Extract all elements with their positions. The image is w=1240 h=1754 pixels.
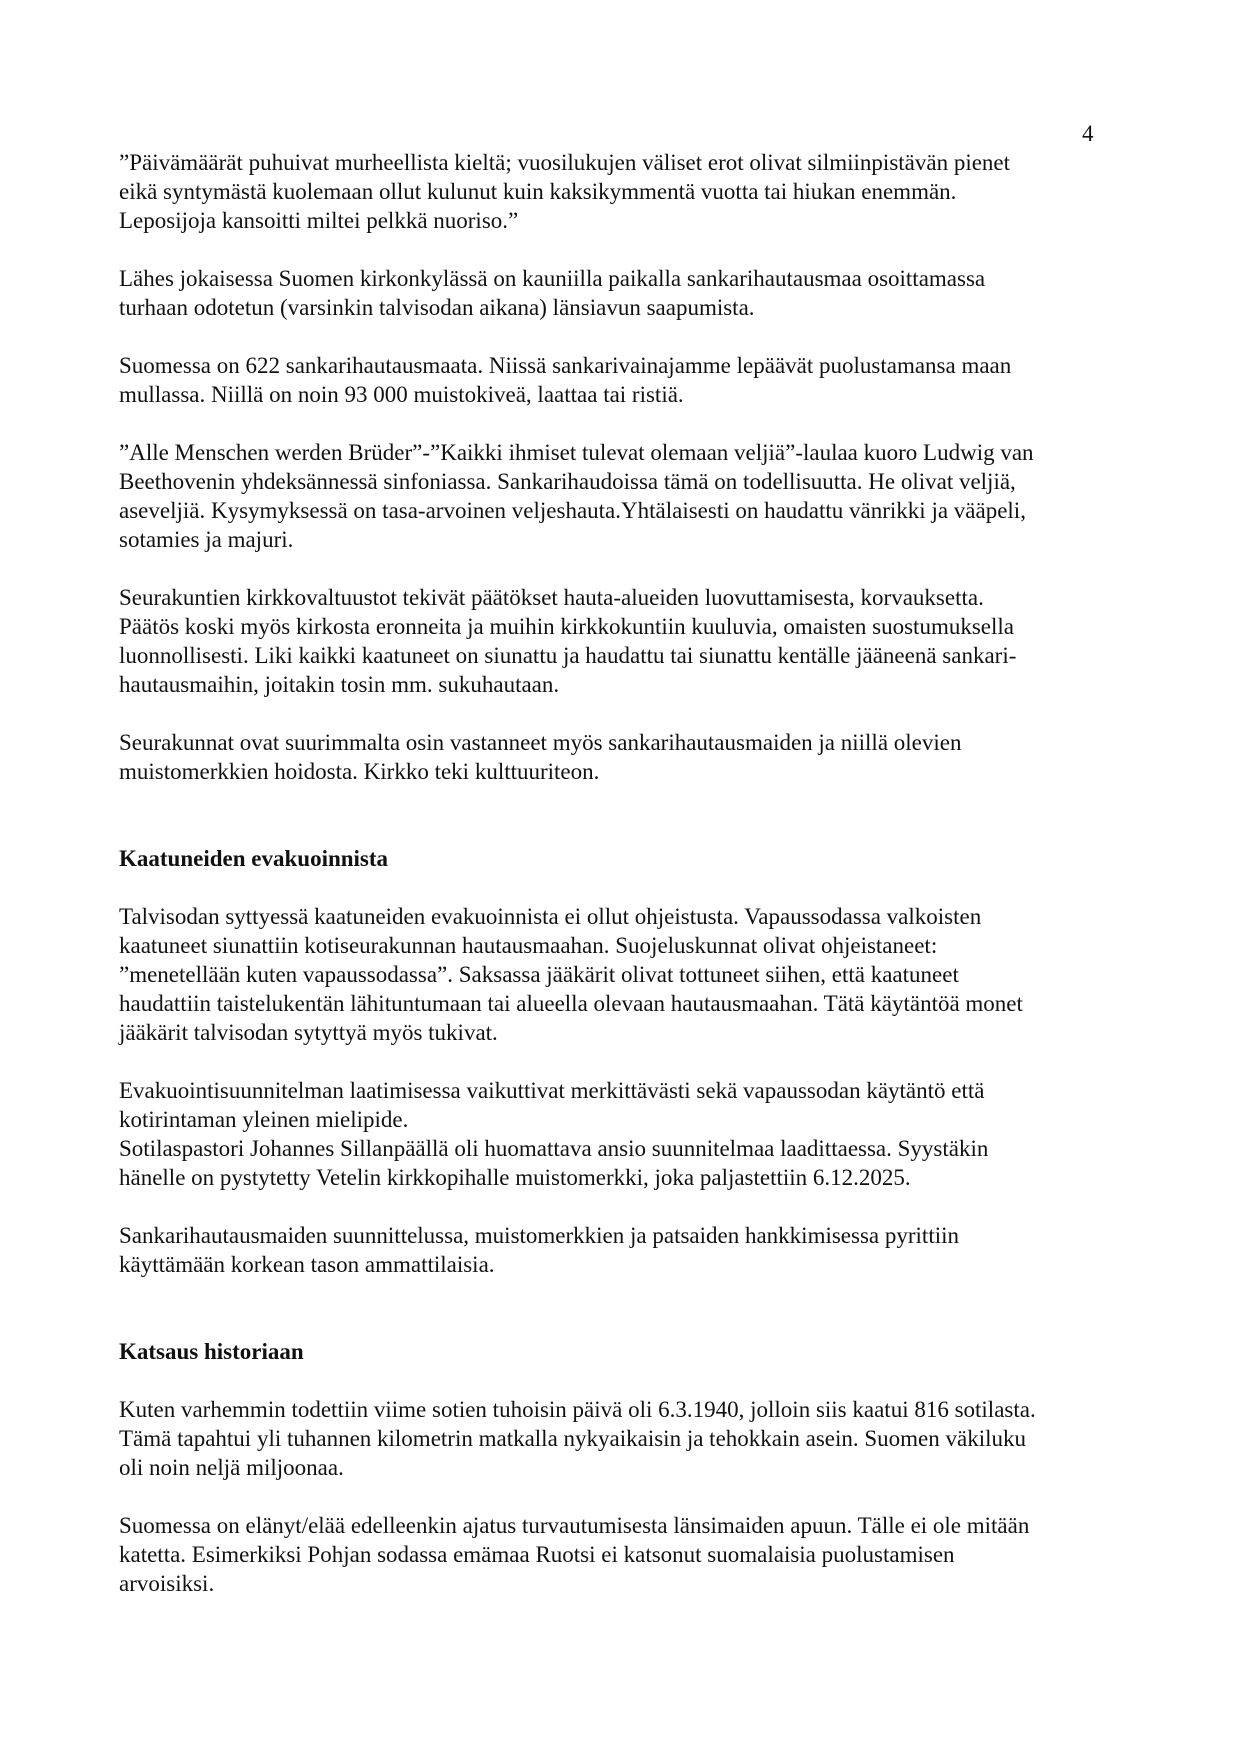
paragraph-spacer xyxy=(119,235,1129,264)
text-line: ”menetellään kuten vapaussodassa”. Saksassa jääkärit olivat tottuneet siihen, että kaatuneet xyxy=(119,962,959,987)
paragraph xyxy=(119,438,1129,554)
section-heading: Kaatuneiden evakuoinnista xyxy=(119,846,389,871)
text-line: haudattiin taistelukentän lähituntumaan tai alueella olevaan hautausmaahan. Tätä käytäntöä monet xyxy=(119,991,1023,1016)
paragraph xyxy=(119,583,1129,699)
paragraph-quote xyxy=(119,148,1129,235)
text-line: Suomessa on 622 sankarihautausmaata. Niissä sankarivainajamme lepäävät puolustamansa maan xyxy=(119,353,1012,378)
text-line: mullassa. Niillä on noin 93 000 muistokiveä, laattaa tai ristiä. xyxy=(119,382,684,407)
text-line: Sotilaspastori Johannes Sillanpäällä oli huomattava ansio suunnitelmaa laadittaessa. Syystäkin xyxy=(119,1136,989,1161)
text-line: Seurakunnat ovat suurimmalta osin vastanneet myös sankarihautausmaiden ja niillä olevien xyxy=(119,730,962,755)
paragraph-spacer xyxy=(119,1482,1129,1511)
text-line: Päätös koski myös kirkosta eronneita ja muihin kirkkokuntiin kuuluvia, omaisten suostumuksella xyxy=(119,614,1014,639)
text-line: turhaan odotetun (varsinkin talvisodan aikana) länsiavun saapumista. xyxy=(119,295,755,320)
text-line: ”Alle Menschen werden Brüder”-”Kaikki ihmiset tulevat olemaan veljiä”-laulaa kuoro Ludwig van xyxy=(119,440,1034,465)
text-line: Evakuointisuunnitelman laatimisessa vaikuttivat merkittävästi sekä vapaussodan käytäntö että xyxy=(119,1078,985,1103)
page-number: 4 xyxy=(1082,121,1094,146)
text-line: ”Päivämäärät puhuivat murheellista kieltä; vuosilukujen väliset erot olivat silmiinpistävän pienet xyxy=(119,150,1011,175)
paragraph-spacer xyxy=(119,322,1129,351)
text-line: aseveljiä. Kysymyksessä on tasa-arvoinen veljeshauta.Yhtälaisesti on haudattu vänrikki ja vääpeli, xyxy=(119,498,1026,523)
text-line: eikä syntymästä kuolemaan ollut kulunut kuin kaksikymmentä vuotta tai hiukan enemmän. xyxy=(119,179,957,204)
section-spacer xyxy=(119,1279,1129,1337)
text-line: hänelle on pystytetty Vetelin kirkkopihalle muistomerkki, joka paljastettiin 6.12.2025. xyxy=(119,1165,911,1190)
paragraph xyxy=(119,902,1129,1047)
text-line: Seurakuntien kirkkovaltuustot tekivät päätökset hauta-alueiden luovuttamisesta, korvauksetta. xyxy=(119,585,984,610)
text-line: kaatuneet siunattiin kotiseurakunnan hautausmaahan. Suojeluskunnat olivat ohjeistaneet: xyxy=(119,933,938,958)
document-body xyxy=(119,148,1129,1598)
text-line: hautausmaihin, joitakin tosin mm. sukuhautaan. xyxy=(119,672,560,697)
text-line: Lähes jokaisessa Suomen kirkonkylässä on kauniilla paikalla sankarihautausmaa osoittamassa xyxy=(119,266,986,291)
paragraph-spacer xyxy=(119,1047,1129,1076)
paragraph-spacer xyxy=(119,554,1129,583)
paragraph xyxy=(119,264,1129,322)
paragraph xyxy=(119,1221,1129,1279)
paragraph-spacer xyxy=(119,409,1129,438)
paragraph xyxy=(119,1511,1129,1598)
text-line: Kuten varhemmin todettiin viime sotien tuhoisin päivä oli 6.3.1940, jolloin siis kaatui 816 sotilasta. xyxy=(119,1397,1036,1422)
text-line: sotamies ja majuri. xyxy=(119,527,294,552)
text-line: Suomessa on elänyt/elää edelleenkin ajatus turvautumisesta länsimaiden apuun. Tälle ei ole mitään xyxy=(119,1513,1030,1538)
section-heading: Katsaus historiaan xyxy=(119,1339,304,1364)
paragraph xyxy=(119,1395,1129,1482)
text-line: Tämä tapahtui yli tuhannen kilometrin matkalla nykyaikaisin ja tehokkain asein. Suomen väkiluku xyxy=(119,1426,1027,1451)
section-spacer xyxy=(119,786,1129,844)
text-line: muistomerkkien hoidosta. Kirkko teki kulttuuriteon. xyxy=(119,759,600,784)
text-line: Talvisodan syttyessä kaatuneiden evakuoinnista ei ollut ohjeistusta. Vapaussodassa valkoisten xyxy=(119,904,982,929)
text-line: Beethovenin yhdeksännessä sinfoniassa. Sankarihaudoissa tämä on todellisuutta. He olivat veljiä, xyxy=(119,469,1016,494)
paragraph-spacer xyxy=(119,699,1129,728)
text-line: Sankarihautausmaiden suunnittelussa, muistomerkkien ja patsaiden hankkimisessa pyrittiin xyxy=(119,1223,959,1248)
paragraph-spacer xyxy=(119,873,1129,902)
text-line: jääkärit talvisodan sytyttyä myös tukivat. xyxy=(119,1020,498,1045)
text-line: oli noin neljä miljoonaa. xyxy=(119,1455,344,1480)
paragraph xyxy=(119,351,1129,409)
paragraph xyxy=(119,728,1129,786)
text-line: arvoisiksi. xyxy=(119,1571,215,1596)
paragraph-spacer xyxy=(119,1366,1129,1395)
paragraph-spacer xyxy=(119,1192,1129,1221)
text-line: kotirintaman yleinen mielipide. xyxy=(119,1107,409,1132)
text-line: Leposijoja kansoitti miltei pelkkä nuoriso.” xyxy=(119,208,519,233)
text-line: luonnollisesti. Liki kaikki kaatuneet on siunattu ja haudattu tai siunattu kentälle jääneenä sankari- xyxy=(119,643,1017,668)
text-line: käyttämään korkean tason ammattilaisia. xyxy=(119,1252,495,1277)
text-line: katetta. Esimerkiksi Pohjan sodassa emämaa Ruotsi ei katsonut suomalaisia puolustamisen xyxy=(119,1542,955,1567)
paragraph xyxy=(119,1076,1129,1192)
